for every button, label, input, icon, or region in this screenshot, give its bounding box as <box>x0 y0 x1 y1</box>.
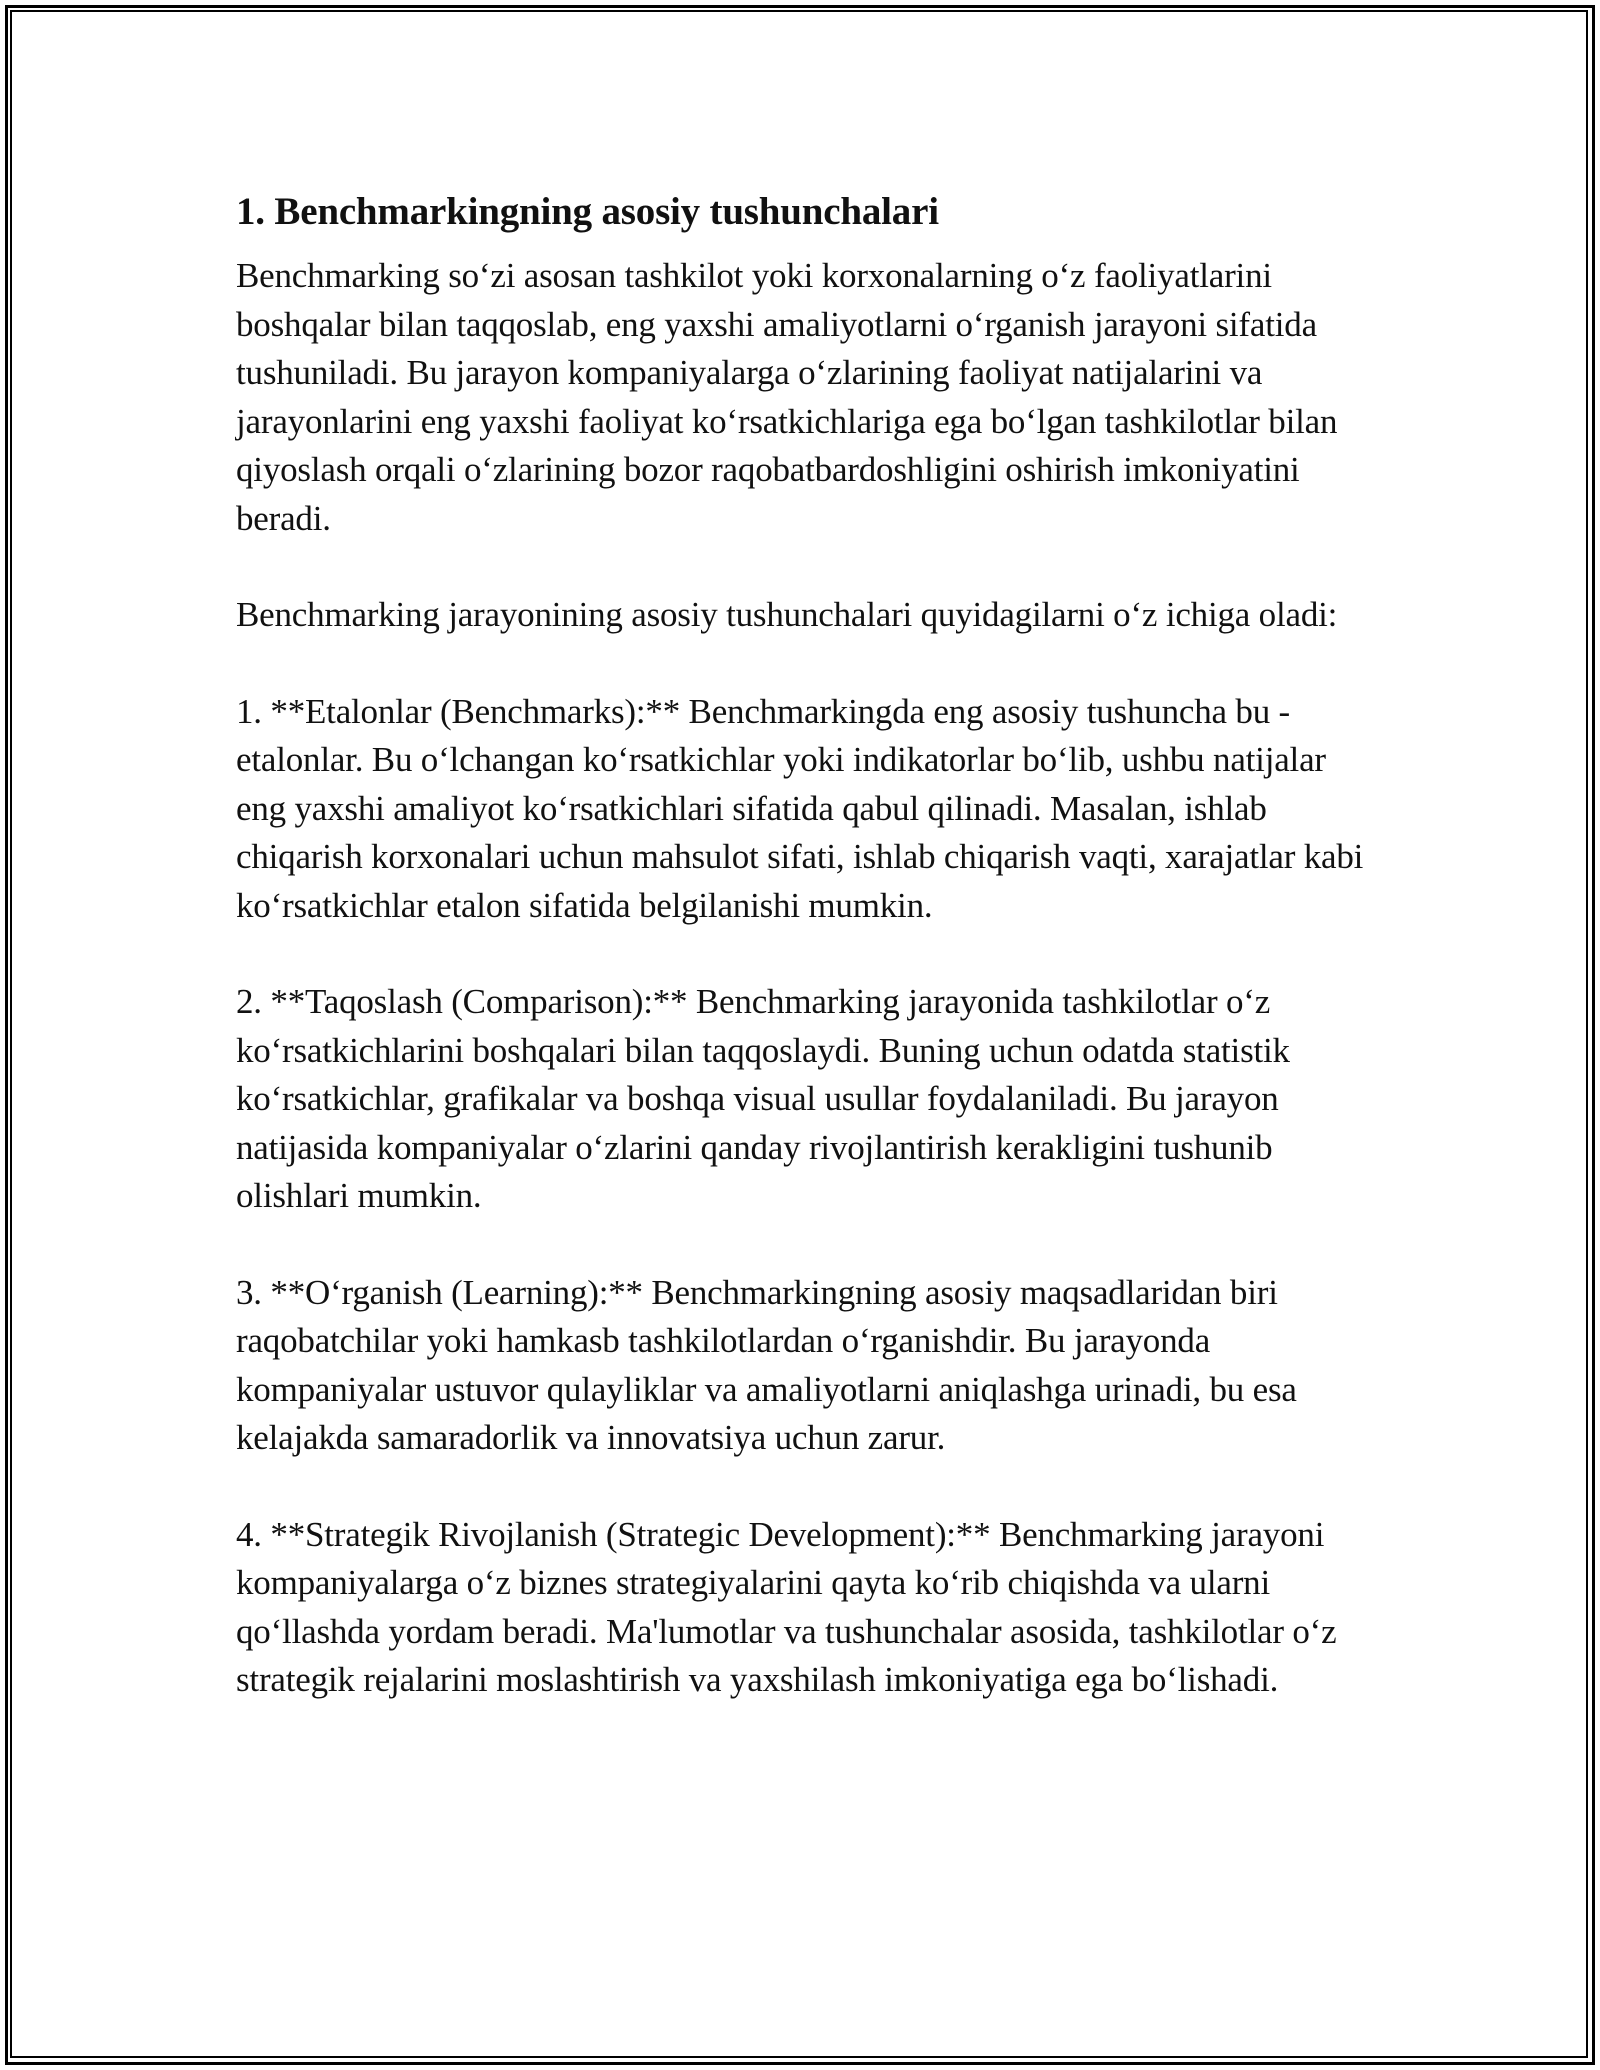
document-body <box>236 186 1366 1753</box>
paragraph-intro-list: Benchmarking jarayonining asosiy tushunchalari quyidagilarni o‘z ichiga oladi: <box>236 595 1338 634</box>
list-item-organish: 3. **O‘rganish (Learning):** Benchmarkingning asosiy maqsadlaridan biri raqobatchilar yoki hamkasb tashkilotlardan o‘rganishdir. Bu jarayonda kompaniyalar ustuvor qulayliklar va amaliyotlarni aniqlashga urinadi, bu esa kelajakda samaradorlik va innovatsiya uchun zarur. <box>236 1272 1297 1457</box>
list-item-strategik-rivojlanish: 4. **Strategik Rivojlanish (Strategic Development):** Benchmarking jarayoni kompaniyalarga o‘z biznes strategiyalarini qayta ko‘rib chiqishda va ularni qo‘llashda yordam beradi. Ma'lumotlar va tushunchalar asosida, tashkilotlar o‘z strategik rejalarini moslashtirish va yaxshilash imkoniyatiga ega bo‘lishadi. <box>236 1514 1337 1699</box>
section-heading: 1. Benchmarkingning asosiy tushunchalari <box>236 190 939 233</box>
list-item-etalonlar: 1. **Etalonlar (Benchmarks):** Benchmarkingda eng asosiy tushuncha bu - etalonlar. Bu o‘lchangan ko‘rsatkichlar yoki indikatorlar bo‘lib, ushbu natijalar eng yaxshi amaliyot ko‘rsatkichlari sifatida qabul qilinadi. Masalan, ishlab chiqarish korxonalari uchun mahsulot sifati, ishlab chiqarish vaqti, xarajatlar kabi ko‘rsatkichlar etalon sifatida belgilanishi mumkin. <box>236 691 1364 925</box>
list-item-taqoslash: 2. **Taqoslash (Comparison):** Benchmarking jarayonida tashkilotlar o‘z ko‘rsatkichlarini boshqalari bilan taqqoslaydi. Buning uchun odatda statistik ko‘rsatkichlar, grafikalar va boshqa visual usullar foydalaniladi. Bu jarayon natijasida kompaniyalar o‘zlarini qanday rivojlantirish kerakligini tushunib olishlari mumkin. <box>236 982 1290 1215</box>
paragraph-definition: Benchmarking so‘zi asosan tashkilot yoki korxonalarning o‘z faoliyatlarini boshqalar bilan taqqoslab, eng yaxshi amaliyotlarni o‘rganish jarayoni sifatida tushuniladi. Bu jarayon kompaniyalarga o‘zlarining faoliyat natijalarini va jarayonlarini eng yaxshi faoliyat ko‘rsatkichlariga ega bo‘lgan tashkilotlar bilan qiyoslash orqali o‘zlarining bozor raqobatbardoshligini oshirish imkoniyatini beradi. <box>236 256 1338 538</box>
